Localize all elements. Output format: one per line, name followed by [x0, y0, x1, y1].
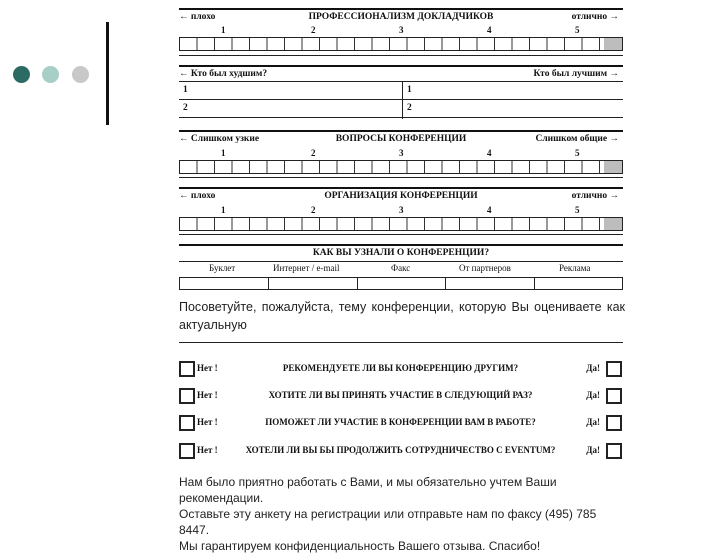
- section-title: ВОПРОСЫ КОНФЕРЕНЦИИ: [335, 134, 467, 144]
- scale-left-label: ← Слишком узкие: [179, 134, 260, 144]
- topic-prompt: Посоветуйте, пожалуйста, тему конференции, которую Вы оцениваете как актуальную: [179, 300, 625, 332]
- scale-number: 4: [487, 205, 492, 215]
- section-bottom-rule: [179, 234, 623, 235]
- scale-numbers: [179, 25, 623, 37]
- scale-left-label: ← плохо: [179, 191, 216, 201]
- scale-numbers: [179, 148, 623, 160]
- source-option-internet[interactable]: Интернет / e-mail: [273, 263, 340, 273]
- closing-text: [179, 474, 629, 554]
- rating-section-questions: [179, 130, 623, 178]
- section-header: [179, 132, 623, 146]
- scale-number: 4: [487, 25, 492, 35]
- scale-number: 5: [575, 205, 580, 215]
- topic-answer-line[interactable]: [179, 342, 623, 343]
- section-title: КАК ВЫ УЗНАЛИ О КОНФЕРЕНЦИИ?: [312, 248, 490, 258]
- decor-dot-light: [72, 66, 89, 83]
- no-label: Нет !: [197, 445, 218, 455]
- scale-number: 5: [575, 25, 580, 35]
- yes-checkbox[interactable]: [606, 415, 622, 431]
- section-header: [179, 246, 623, 260]
- question-text: ПОМОЖЕТ ЛИ УЧАСТИЕ В КОНФЕРЕНЦИИ ВАМ В РАБОТЕ?: [265, 417, 536, 427]
- scale-numbers: [179, 205, 623, 217]
- scale-number: 2: [311, 205, 316, 215]
- question-row: [179, 443, 622, 459]
- section-header: [179, 189, 623, 203]
- question-text: ХОТИТЕ ЛИ ВЫ ПРИНЯТЬ УЧАСТИЕ В СЛЕДУЮЩИЙ РАЗ?: [268, 390, 533, 400]
- worst-best-table: [179, 81, 623, 119]
- best-label: Кто был лучшим →: [533, 69, 619, 79]
- yes-checkbox[interactable]: [606, 388, 622, 404]
- grid-gray-cell: [604, 218, 622, 230]
- worst-row-number: 1: [183, 85, 188, 95]
- scale-number: 1: [221, 205, 226, 215]
- scale-number: 5: [575, 148, 580, 158]
- yes-checkbox[interactable]: [606, 443, 622, 459]
- rating-grid[interactable]: [179, 217, 623, 231]
- rating-section-organization: [179, 187, 623, 235]
- no-checkbox[interactable]: [179, 388, 195, 404]
- no-checkbox[interactable]: [179, 443, 195, 459]
- no-checkbox[interactable]: [179, 361, 195, 377]
- scale-number: 3: [399, 205, 404, 215]
- grid-gray-cell: [604, 38, 622, 50]
- scale-right-label: отлично →: [571, 12, 619, 22]
- rating-grid[interactable]: [179, 37, 623, 51]
- scale-right-label: отлично →: [571, 191, 619, 201]
- scale-number: 2: [311, 148, 316, 158]
- closing-line: Мы гарантируем конфиденциальность Вашего отзыва. Спасибо!: [179, 539, 541, 553]
- question-text: ХОТЕЛИ ЛИ ВЫ БЫ ПРОДОЛЖИТЬ СОТРУДНИЧЕСТВО С EVENTUM?: [245, 445, 556, 455]
- decor-vertical-rule: [106, 22, 109, 125]
- no-label: Нет !: [197, 417, 218, 427]
- scale-left-label: ← плохо: [179, 12, 216, 22]
- section-header: [179, 10, 623, 24]
- source-option-partners[interactable]: От партнеров: [459, 263, 511, 273]
- section-top-rule: [179, 65, 623, 67]
- decor-dot-mid: [42, 66, 59, 83]
- section-bottom-rule: [179, 55, 623, 56]
- yes-checkbox[interactable]: [606, 361, 622, 377]
- yes-label: Да!: [586, 363, 600, 373]
- best-row-number: 2: [407, 103, 412, 113]
- scale-number: 2: [311, 25, 316, 35]
- question-row: [179, 361, 622, 377]
- scale-number: 3: [399, 25, 404, 35]
- worst-label: ← Кто был худшим?: [179, 69, 268, 79]
- no-checkbox[interactable]: [179, 415, 195, 431]
- section-title: ОРГАНИЗАЦИЯ КОНФЕРЕНЦИИ: [324, 191, 478, 201]
- worst-row-number: 2: [183, 103, 188, 113]
- scale-number: 4: [487, 148, 492, 158]
- section-title: ПРОФЕССИОНАЛИЗМ ДОКЛАДЧИКОВ: [308, 12, 494, 22]
- yes-label: Да!: [586, 390, 600, 400]
- yes-label: Да!: [586, 445, 600, 455]
- no-label: Нет !: [197, 390, 218, 400]
- table-row[interactable]: [179, 100, 623, 118]
- scale-number: 1: [221, 148, 226, 158]
- closing-line: Нам было приятно работать с Вами, и мы обязательно учтем Ваши рекомендации.: [179, 475, 557, 505]
- table-row[interactable]: [179, 82, 623, 100]
- grid-gray-cell: [604, 161, 622, 173]
- decor-dot-dark: [13, 66, 30, 83]
- scale-right-label: Слишком общие →: [535, 134, 619, 144]
- no-label: Нет !: [197, 363, 218, 373]
- source-section: [179, 244, 623, 290]
- scale-number: 1: [221, 25, 226, 35]
- closing-line: Оставьте эту анкету на регистрации или отправьте нам по факсу (495) 785 8447.: [179, 507, 597, 537]
- question-row: [179, 415, 622, 431]
- source-option-fax[interactable]: Факс: [391, 263, 411, 273]
- source-option-ads[interactable]: Реклама: [559, 263, 591, 273]
- question-row: [179, 388, 622, 404]
- source-option-booklet[interactable]: Буклет: [209, 263, 236, 273]
- scale-number: 3: [399, 148, 404, 158]
- source-options: [179, 261, 623, 277]
- source-checkbox-row[interactable]: [179, 277, 623, 290]
- rating-grid[interactable]: [179, 160, 623, 174]
- question-text: РЕКОМЕНДУЕТЕ ЛИ ВЫ КОНФЕРЕНЦИЮ ДРУГИМ?: [282, 363, 519, 373]
- best-row-number: 1: [407, 85, 412, 95]
- yes-label: Да!: [586, 417, 600, 427]
- section-bottom-rule: [179, 177, 623, 178]
- worst-best-section: [179, 65, 623, 120]
- rating-section-speakers: [179, 8, 623, 56]
